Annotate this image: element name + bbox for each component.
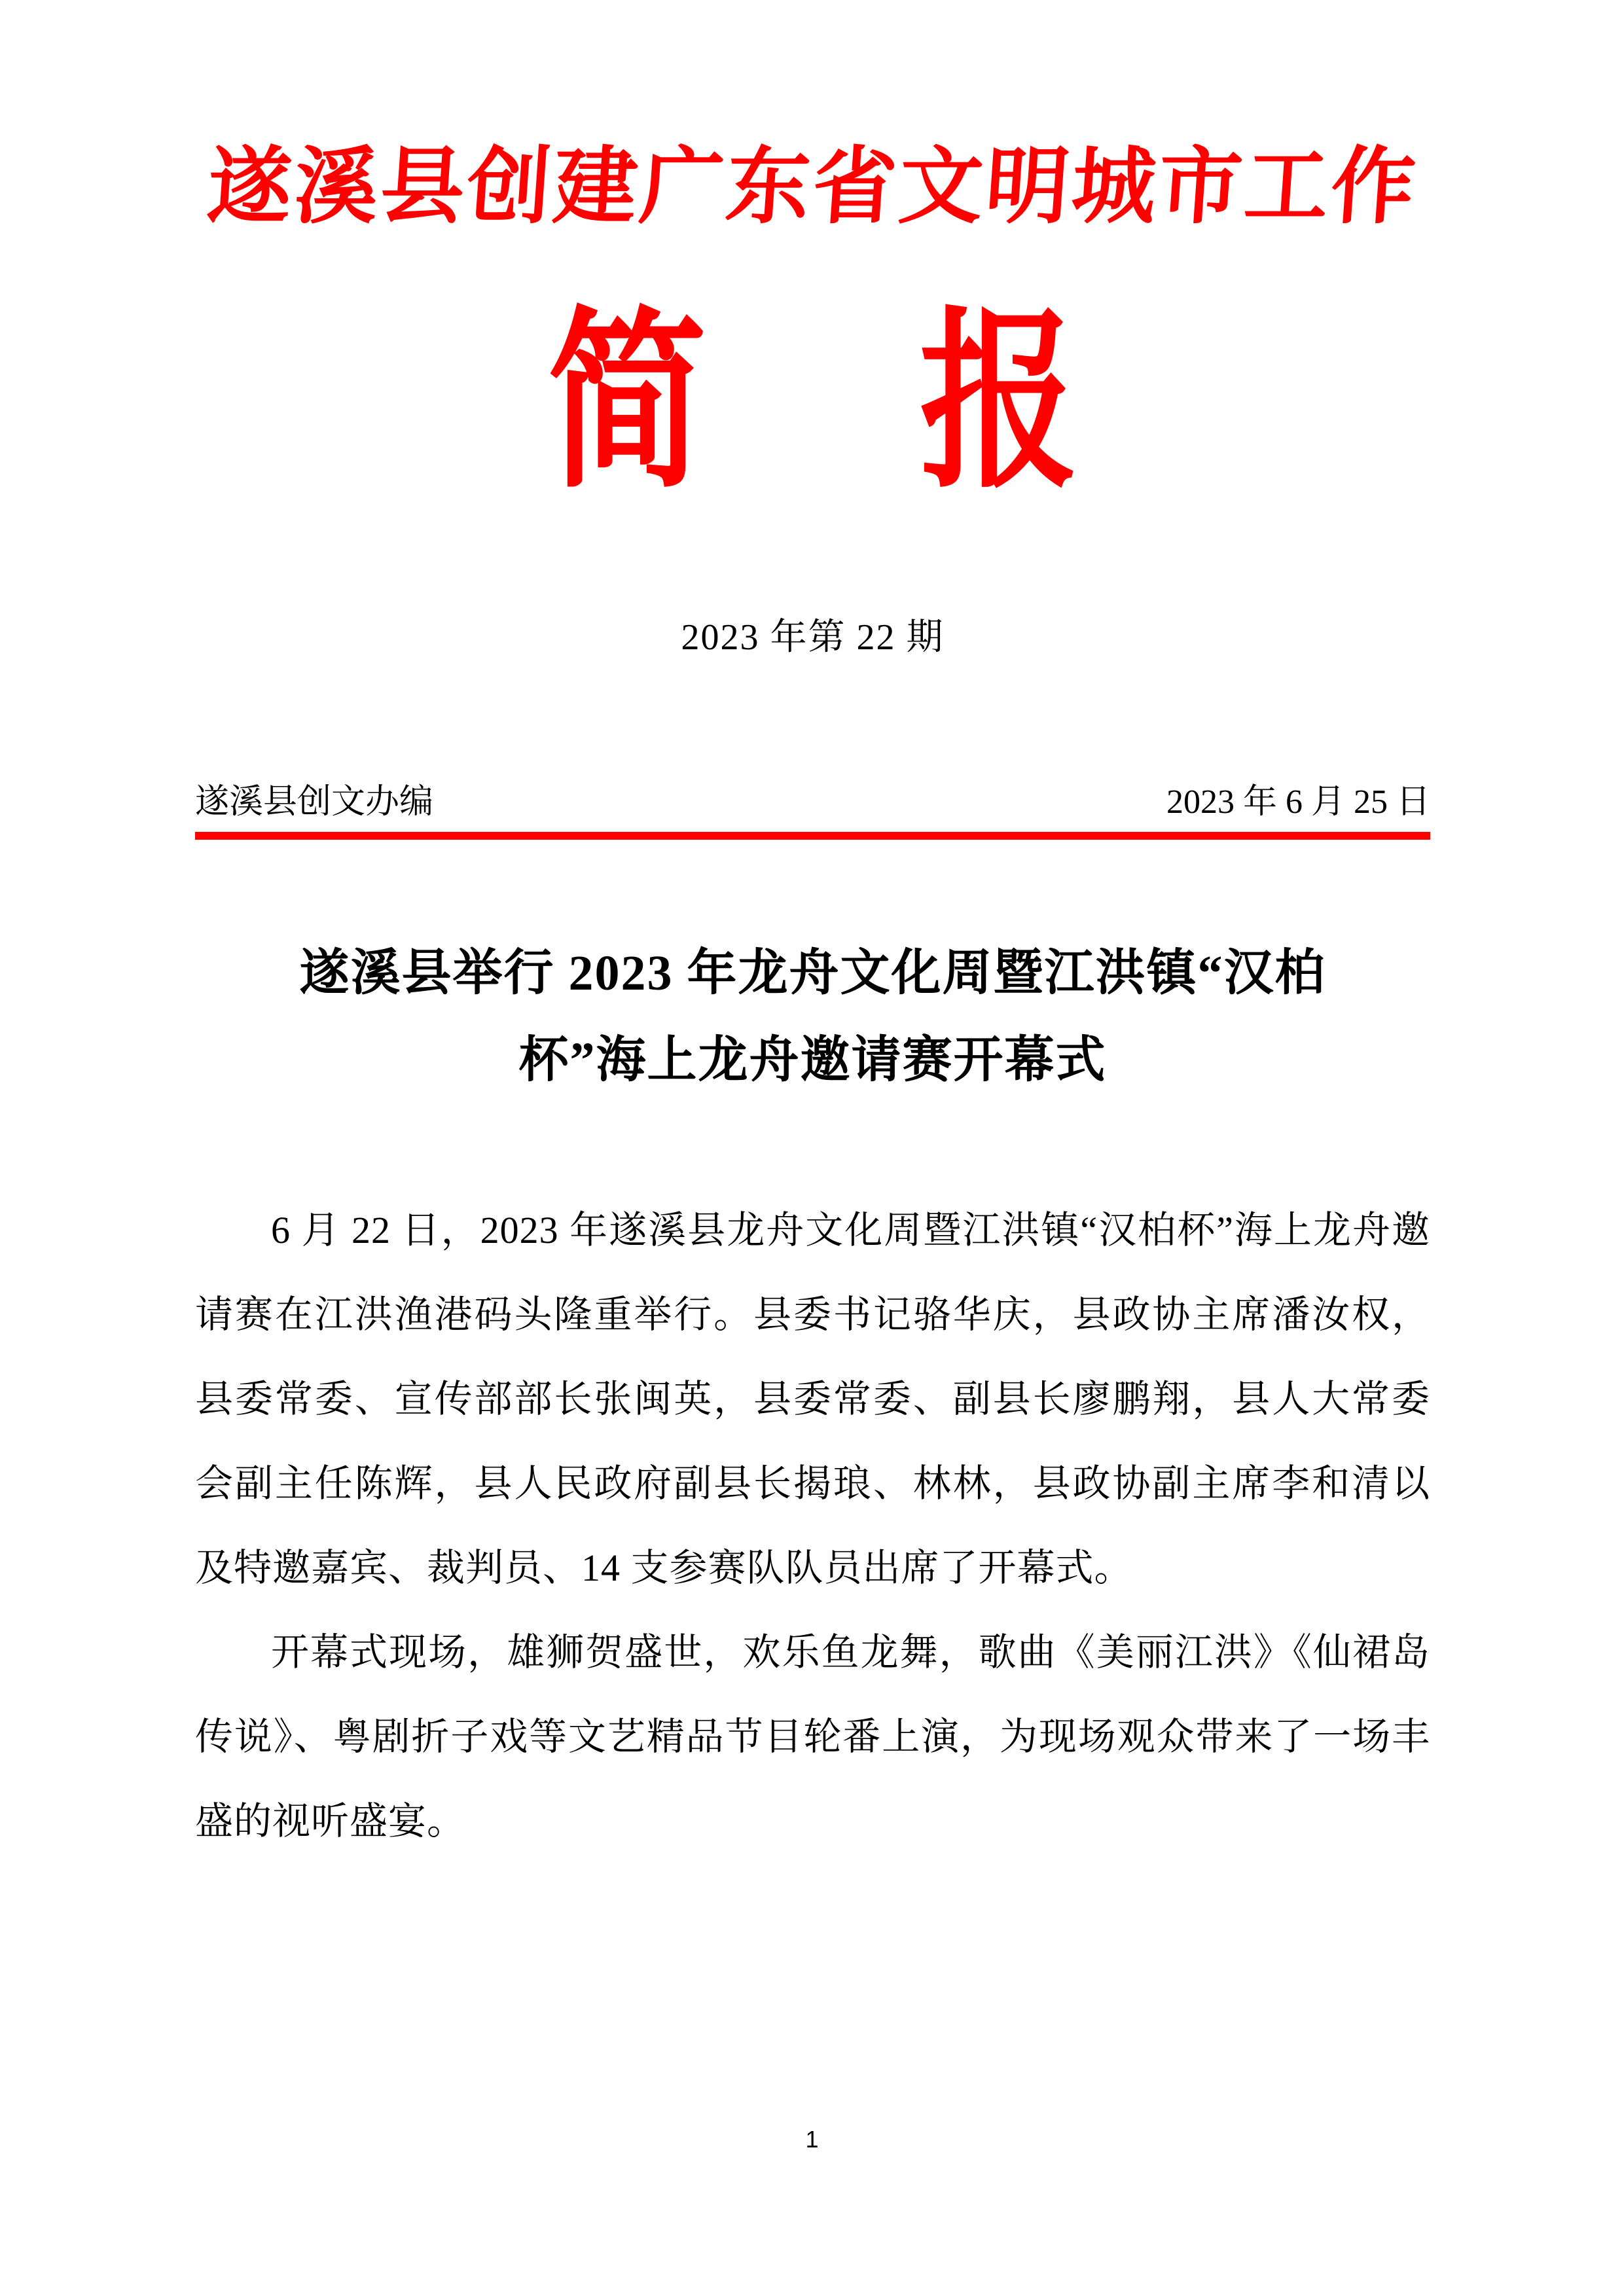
bulletin-masthead-char-2: 报: [919, 296, 1078, 511]
article-paragraph: 开幕式现场，雄狮贺盛世，欢乐鱼龙舞，歌曲《美丽江洪》《仙裙岛传说》、粤剧折子戏等文艺精品节目轮番上演，为现场观众带来了一场丰盛的视听盛宴。: [195, 1630, 1430, 1842]
bulletin-org-title: 遂溪县创建广东省文明城市工作: [204, 141, 1421, 234]
article: [195, 930, 1430, 1863]
meta-row: [195, 782, 1430, 823]
page-number: 1: [805, 2126, 819, 2153]
divider-rule: [195, 832, 1430, 840]
bulletin-masthead: [195, 296, 1430, 511]
article-title-line-2: 杯”海上龙舟邀请赛开幕式: [518, 1032, 1107, 1088]
issue-date: 2023 年 6 月 25 日: [1166, 783, 1430, 821]
editor-label: 遂溪县创文办编: [195, 783, 434, 821]
article-body: [195, 1188, 1430, 1863]
article-paragraph: 6 月 22 日，2023 年遂溪县龙舟文化周暨江洪镇“汉柏杯”海上龙舟邀请赛在江洪渔港码头隆重举行。县委书记骆华庆，县政协主席潘汝权，县委常委、宣传部部长张闽英，县委常委、副县长廖鹏翔，县人大常委会副主任陈辉，县人民政府副县长揭琅、林林，县政协副主席李和清以及特邀嘉宾、裁判员、14 支参赛队队员出席了开幕式。: [195, 1208, 1430, 1589]
issue-number-line: 2023 年第 22 期: [681, 617, 945, 658]
article-title-line-1: 遂溪县举行 2023 年龙舟文化周暨江洪镇“汉柏: [299, 945, 1326, 1001]
bulletin-masthead-char-1: 简: [547, 296, 706, 511]
article-title: [195, 930, 1430, 1104]
